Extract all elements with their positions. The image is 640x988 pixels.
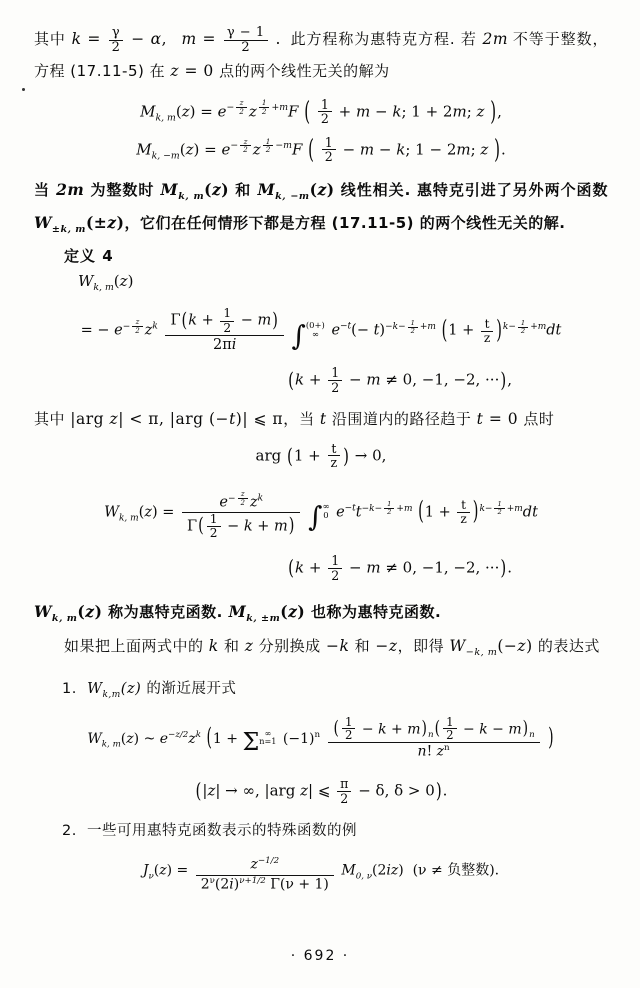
equation-W-condition-1: (k + $\frac{1}{2}$ − m ≠ 0, −1, −2, ···), [288, 364, 512, 395]
equation-W-definition: = − $e^{- \frac{z}{2}}$ $z^k$ Γ(k + $\frac{1}{2}$ − m) 2πi ∫ (0+) ∞ $e^{-t}(- t)^{-k- \frac{1}{2} +m}$ (1 + $\frac{t}{z}$ )$^{k- \frac{1}{2} +m}$dt [80, 306, 562, 353]
page-folio [0, 948, 640, 964]
paragraph-2-text-e: ，它们在任何情形下都是方程 (17.11-5) 的两个线性无关的解. [124, 213, 566, 232]
paragraph-2: 当 2m 为整数时 $M_{k, m}(z)$ 和 $M_{k, -m}(z)$ 线性相关. 惠特克引进了另外两个函数 $W_{\pm k, m}(\pm z)$，它们在任何情形下都是方程 (17.11-5) 的两个线性无关的解. [34, 179, 608, 235]
equation-asymptotic-expansion: $W_{k, m}(z)$ ~ $e^{-z/2}z^k$ (1 + Σ ∞ n=1 $(-1)^n$ ( $\frac{1}{2}$ − $k + m)_n$( $\frac{1}{2}$ − $k - m)_n$ n! $z^n$ ) [87, 714, 554, 760]
page-content [34, 24, 608, 904]
equation-bessel-relation: $J_\nu(z)$ = $\frac{z^{-1/2}}{2^\nu(2i)^{\nu+1/2} \Gamma(\nu + 1)}$ $M_{0, \nu}(2iz) (\nu$ ≠ 负整数). [142, 856, 500, 893]
equation-W-def-lhs: $W_{k, m}(z)$ [78, 272, 134, 294]
paragraph-5: 如果把上面两式中的 k 和 z 分别换成 −k 和 −z，即得 $W_{-k, m}(-z)$ 的表达式 [64, 637, 600, 659]
definition-heading: 定义 4 [64, 247, 114, 266]
list-item-1: 1. $W_{k,m}(z)$ 的渐近展开式 [62, 680, 237, 700]
paragraph-2-text-d: 线性相关. 惠特克引进了另外两个函数 [334, 180, 608, 199]
paragraph-3: 其中 |arg z| < π, |arg (−t)| ⩽ π，当 t 沿围道内的路径趋于 t = 0 点时 [34, 410, 555, 429]
equation-M-k-m: $M_{k, m}(z) = e^{- \frac{z}{2}}$ z $^{\frac{1}{2} +m}$F ( $\frac{1}{2}$ + m − k; 1 + 2m; z ), [140, 95, 502, 127]
equation-W-integral: $W_{k, m}(z)$ = $e^{- \frac{z}{2}}$ $z^k$ Γ( $\frac{1}{2}$ − k + m) ∫ ∞ 0 $e^{-t}t^{-k- \frac{1}{2} +m}$ (1 + $\frac{t}{z}$ )$^{k- \frac{1}{2} +m}$dt [104, 489, 538, 540]
equation-asymptotic-condition: (|z| → ∞, |arg z| ⩽ $\frac{\pi}{2}$ − δ, δ > 0). [195, 776, 448, 806]
paragraph-2-text-a: 当 [34, 180, 57, 199]
equation-W-condition-2: (k + $\frac{1}{2}$ − m ≠ 0, −1, −2, ···). [288, 553, 512, 583]
paragraph-4: $W_{k, m}(z)$ 称为惠特克函数. $M_{k, \pm m}(z)$ 也称为惠特克函数. [34, 602, 442, 625]
paragraph-3-text-a: 其中 [34, 410, 71, 429]
equation-arg-limit: arg (1 + $\frac{t}{z}$ ) → 0, [255, 440, 387, 471]
paragraph-1-text-c: 不等于整数，方程 (17.11-5) 在 [34, 30, 608, 80]
paragraph-1: 其中 k = $\frac{\gamma}{2}$ − α, m = $\frac{\gamma - 1}{2}$ . 此方程称为惠特克方程. 若 2m 不等于整数，方程 (17.11-5) 在 z = 0 点的两个线性无关的解为 [34, 25, 608, 80]
equation-M-k-minus-m: $M_{k, -m}(z) = e^{- \frac{z}{2}}$ z $^{\frac{1}{2} -m}$F ( $\frac{1}{2}$ − m − k; 1 − 2m; z ). [136, 133, 506, 166]
folio-text: · 692 · [290, 948, 350, 964]
list-item-2: 2. 一些可用惠特克函数表示的特殊函数的例 [62, 823, 358, 840]
paragraph-2-text-c: 和 [229, 180, 258, 199]
scan-artifact-dot [22, 88, 25, 91]
paragraph-2-text-b: 为整数时 [84, 180, 161, 199]
paragraph-1-text-b: 此方程称为惠特克方程. 若 [290, 30, 483, 48]
paragraph-1-text-a: 其中 [34, 30, 72, 48]
paragraph-1-text-d: 点的两个线性无关的解为 [213, 61, 390, 80]
